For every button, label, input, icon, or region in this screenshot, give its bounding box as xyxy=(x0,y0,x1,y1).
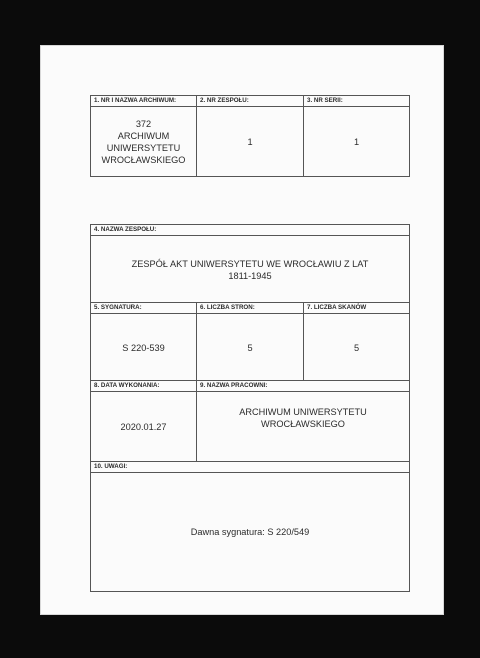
fonds-name-line-2: 1811-1945 xyxy=(228,270,272,281)
archive-line-4: WROCŁAWSKIEGO xyxy=(101,154,186,165)
date-value: 2020.01.27 xyxy=(90,392,197,462)
series-number-value: 1 xyxy=(303,107,410,177)
workshop-line-1: ARCHIWUM UNIWERSYTETU xyxy=(239,406,367,417)
archive-number-value xyxy=(90,107,197,177)
archive-line-1: 372 xyxy=(135,118,152,129)
field-label-scan-count: 7. LICZBA SKANÓW xyxy=(303,302,410,314)
field-label-page-count: 6. LICZBA STRON: xyxy=(196,302,304,314)
field-label-fonds-name: 4. NAZWA ZESPOŁU: xyxy=(90,224,410,236)
archive-line-3: UNIWERSYTETU xyxy=(106,142,181,153)
field-label-remarks: 10. UWAGI: xyxy=(90,461,410,473)
archive-line-2: ARCHIWUM xyxy=(117,130,170,141)
field-label-archive-number: 1. NR I NAZWA ARCHIWUM: xyxy=(90,95,197,107)
workshop-line-2: WROCŁAWSKIEGO xyxy=(261,418,345,429)
page-count-value: 5 xyxy=(196,314,304,382)
workshop-name-value xyxy=(196,392,410,462)
scanned-document-page xyxy=(40,45,444,615)
field-label-date: 8. DATA WYKONANIA: xyxy=(90,380,197,392)
fonds-number-value: 1 xyxy=(196,107,304,177)
signature-value: S 220-539 xyxy=(90,314,197,382)
remarks-value: Dawna sygnatura: S 220/549 xyxy=(90,473,410,592)
field-label-signature: 5. SYGNATURA: xyxy=(90,302,197,314)
fonds-name-line-1: ZESPÓŁ AKT UNIWERSYTETU WE WROCŁAWIU Z LAT xyxy=(131,258,369,269)
field-label-fonds-number: 2. NR ZESPOŁU: xyxy=(196,95,304,107)
scan-count-value: 5 xyxy=(303,314,410,382)
archive-metadata-form xyxy=(90,95,410,549)
fonds-name-value xyxy=(90,236,410,304)
field-label-series-number: 3. NR SERII: xyxy=(303,95,410,107)
field-label-workshop-name: 9. NAZWA PRACOWNI: xyxy=(196,380,410,392)
